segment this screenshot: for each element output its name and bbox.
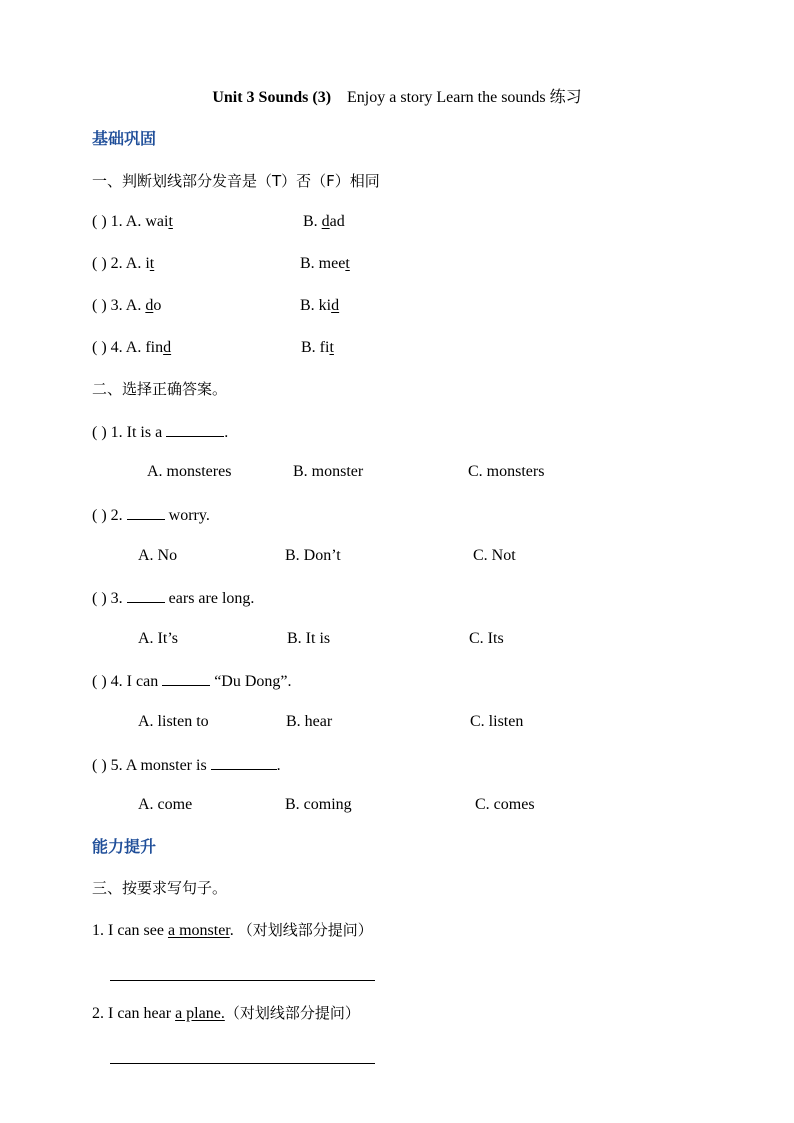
question-text-post: “Du Dong”. — [214, 673, 292, 690]
question-text: 5. A monster is — [110, 757, 207, 774]
sentence-pre: 1. I can see — [92, 922, 164, 939]
sentence-pre: 2. I can hear — [92, 1005, 172, 1022]
part3-instruction: 三、按要求写句子。 — [92, 879, 228, 897]
option-b-label: B. — [300, 255, 315, 272]
fill-blank[interactable] — [162, 670, 210, 686]
answer-line-1[interactable] — [110, 980, 375, 981]
question-text-post: ears are long. — [168, 590, 255, 607]
option-a[interactable]: A. No — [138, 547, 178, 564]
item-number: 3. A. — [110, 297, 142, 314]
option-b[interactable]: B. coming — [285, 796, 352, 813]
option-a[interactable]: A. monsteres — [147, 463, 232, 480]
question-text: 1. It is a — [110, 424, 163, 441]
question-text-post: . — [224, 424, 229, 441]
sentence-underlined: a plane. — [175, 1005, 225, 1022]
option-a[interactable]: A. come — [138, 796, 193, 813]
part1-item-1 — [92, 212, 173, 232]
sentence-post: . — [229, 922, 234, 939]
option-b-label: B. — [300, 297, 315, 314]
sentence-note: （对划线部分提问） — [237, 921, 373, 939]
part3-item-1 — [92, 920, 373, 941]
part2-instruction: 二、选择正确答案。 — [92, 380, 228, 398]
word-b-underlined: t — [329, 339, 334, 356]
word-b-underlined: d — [331, 297, 340, 314]
part1-item-3-b — [300, 296, 339, 316]
part2-question-5 — [92, 754, 281, 776]
sentence-underlined: a monster — [167, 922, 230, 939]
title-unit: Unit 3 Sounds (3) — [212, 89, 332, 106]
option-b[interactable]: B. It is — [287, 630, 331, 647]
worksheet-title — [0, 88, 794, 108]
word-a-pre: wai — [145, 213, 169, 230]
part1-item-4 — [92, 338, 171, 358]
word-b-pre: mee — [318, 255, 346, 272]
option-b[interactable]: B. hear — [286, 713, 333, 730]
question-text: 3. — [110, 590, 123, 607]
part2-question-3 — [92, 587, 254, 609]
section-heading-advanced: 能力提升 — [92, 837, 157, 856]
word-a-underlined: t — [168, 213, 173, 230]
answer-paren[interactable]: ( ) — [92, 297, 107, 314]
word-b-underlined: d — [321, 213, 330, 230]
answer-paren[interactable]: ( ) — [92, 590, 107, 607]
part1-item-1-b — [303, 212, 345, 232]
option-c[interactable]: C. comes — [475, 796, 535, 813]
option-a[interactable]: A. It’s — [138, 630, 178, 647]
option-a[interactable]: A. listen to — [138, 713, 209, 730]
word-b-pre: fi — [319, 339, 330, 356]
word-a-underlined: d — [145, 297, 154, 314]
part2-question-1 — [92, 421, 228, 443]
answer-paren[interactable]: ( ) — [92, 507, 107, 524]
section-heading-basic: 基础巩固 — [92, 129, 157, 148]
sentence-note: （对划线部分提问） — [224, 1004, 360, 1022]
part1-item-2-b — [300, 254, 350, 274]
item-number: 1. A. — [110, 213, 142, 230]
option-c[interactable]: C. Its — [469, 630, 504, 647]
answer-paren[interactable]: ( ) — [92, 757, 107, 774]
option-c[interactable]: C. listen — [470, 713, 524, 730]
part1-item-4-b — [301, 338, 334, 358]
word-a-post: o — [153, 297, 162, 314]
question-text: 4. I can — [110, 673, 159, 690]
word-a-underlined: t — [149, 255, 155, 272]
answer-line-2[interactable] — [110, 1063, 375, 1064]
option-c[interactable]: C. monsters — [468, 463, 545, 480]
part2-question-4 — [92, 670, 292, 692]
question-text-post: worry. — [168, 507, 210, 524]
question-text-post: . — [276, 757, 281, 774]
item-number: 2. A. — [110, 255, 142, 272]
question-text: 2. — [110, 507, 123, 524]
item-number: 4. A. — [110, 339, 142, 356]
option-b-label: B. — [301, 339, 316, 356]
part1-instruction: 一、判断划线部分发音是（T）否（F）相同 — [92, 172, 380, 190]
answer-paren[interactable]: ( ) — [92, 255, 107, 272]
part1-item-3 — [92, 296, 161, 316]
option-b[interactable]: B. Don’t — [285, 547, 341, 564]
word-a-underlined: d — [163, 339, 172, 356]
word-a-pre: fin — [145, 339, 164, 356]
fill-blank[interactable] — [211, 754, 277, 770]
word-b-post: ad — [329, 213, 345, 230]
part3-item-2 — [92, 1003, 360, 1024]
title-subtitle: Enjoy a story Learn the sounds 练习 — [347, 89, 582, 106]
part1-item-2 — [92, 254, 154, 274]
answer-paren[interactable]: ( ) — [92, 339, 107, 356]
option-c[interactable]: C. Not — [473, 547, 516, 564]
fill-blank[interactable] — [127, 504, 165, 520]
answer-paren[interactable]: ( ) — [92, 673, 107, 690]
answer-paren[interactable]: ( ) — [92, 213, 107, 230]
answer-paren[interactable]: ( ) — [92, 424, 107, 441]
word-b-pre: ki — [318, 297, 332, 314]
option-b[interactable]: B. monster — [293, 463, 364, 480]
word-a-pre: i — [145, 255, 150, 272]
option-b-label: B. — [303, 213, 318, 230]
fill-blank[interactable] — [127, 587, 165, 603]
part2-question-2 — [92, 504, 210, 526]
fill-blank[interactable] — [166, 421, 224, 437]
word-b-underlined: t — [345, 255, 350, 272]
